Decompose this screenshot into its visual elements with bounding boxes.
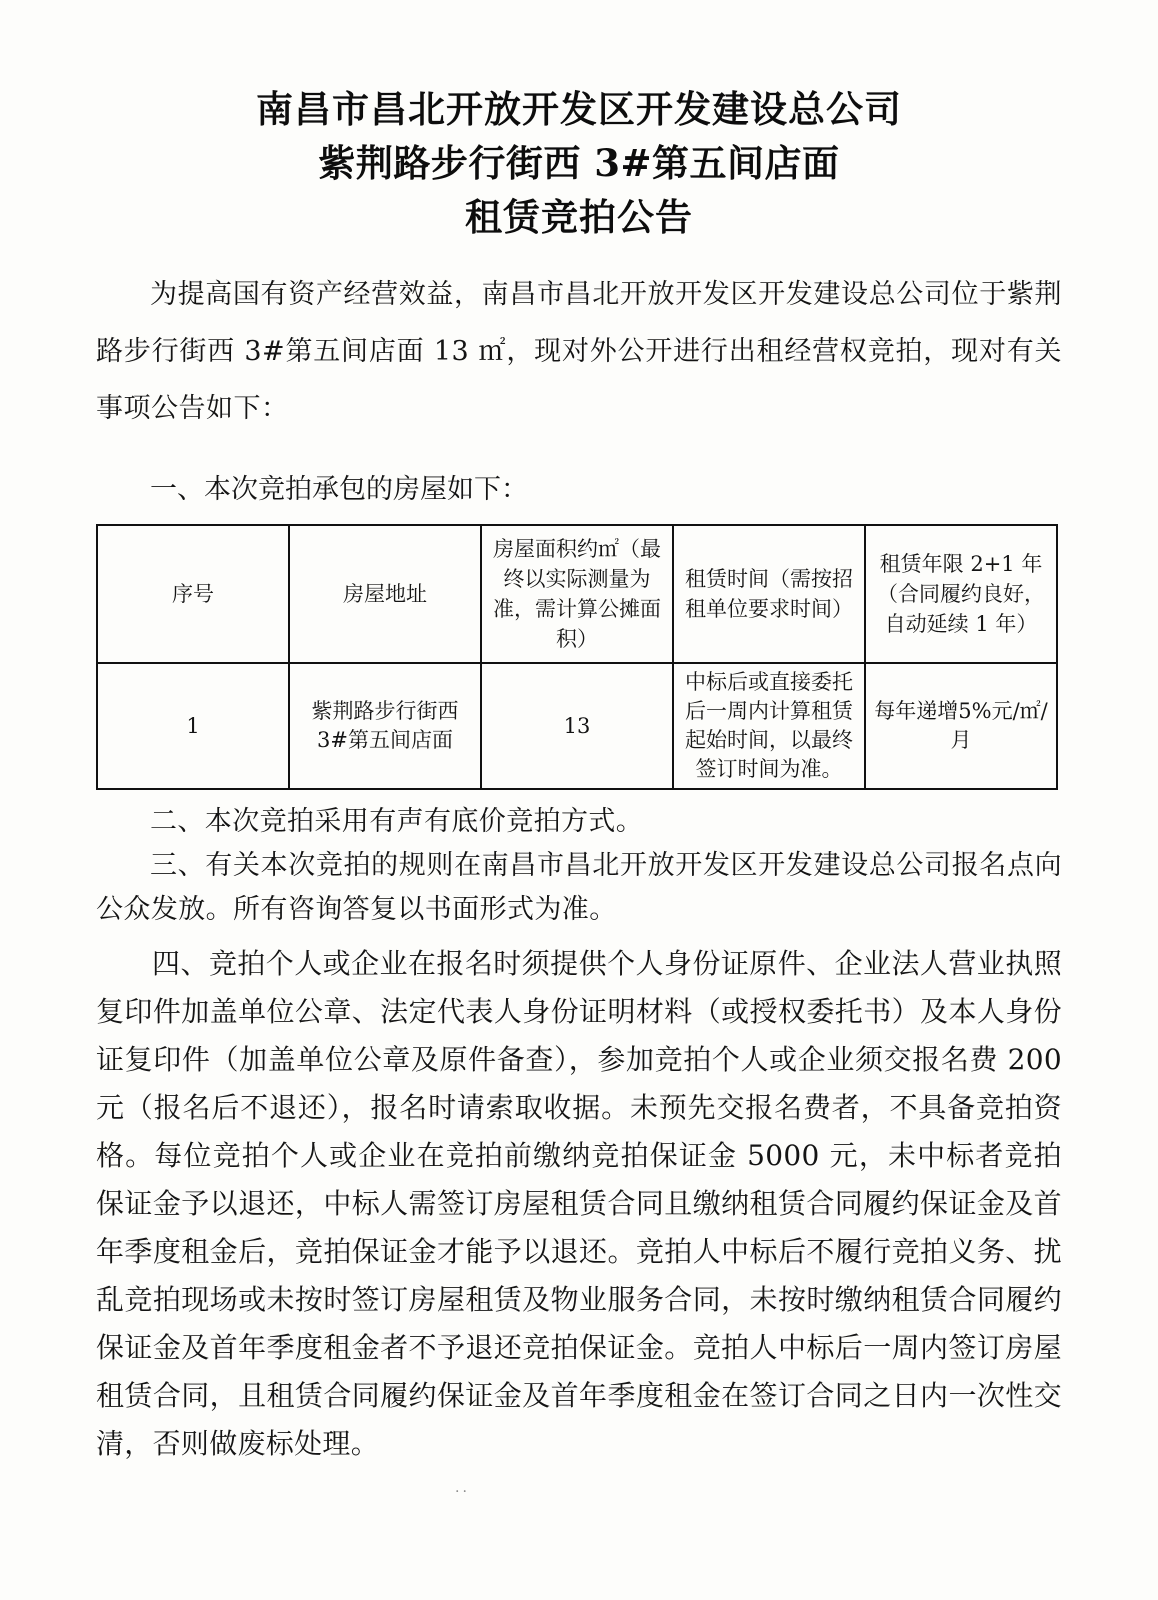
table-header-index: 序号: [97, 525, 289, 663]
table-header-area: 房屋面积约㎡（最终以实际测量为准，需计算公摊面积）: [481, 525, 673, 663]
document-content: [96, 82, 1062, 1468]
table-header-term: 租赁年限 2+1 年（合同履约良好，自动延续 1 年）: [865, 525, 1057, 663]
section-one-heading: 一、本次竞拍承包的房屋如下：: [150, 474, 528, 505]
title-line-2: 紫荆路步行街西 3#第五间店面: [318, 141, 840, 185]
title-line-3: 租赁竞拍公告: [465, 195, 693, 239]
section-three-paragraph: 三、有关本次竞拍的规则在南昌市昌北开放开发区开发建设总公司报名点向公众发放。所有咨询答复以书面形式为准。: [96, 850, 1062, 925]
section-four-paragraph: 四、竞拍个人或企业在报名时须提供个人身份证原件、企业法人营业执照复印件加盖单位公章、法定代表人身份证明材料（或授权委托书）及本人身份证复印件（加盖单位公章及原件备查），参加竞拍个人或企业须交报名费 200 元（报名后不退还），报名时请索取收据。未预先交报名费者，不具备竞拍资格。每位竞拍个人或企业在竞拍前缴纳竞拍保证金 5000 元，未中标者竞拍保证金予以退还，中标人需签订房屋租赁合同且缴纳租赁合同履约保证金及首年季度租金后，竞拍保证金才能予以退还。竞拍人中标后不履行竞拍义务、扰乱竞拍现场或未按时签订房屋租赁及物业服务合同，未按时缴纳租赁合同履约保证金及首年季度租金者不予退还竞拍保证金。竞拍人中标后一周内签订房屋租赁合同，且租赁合同履约保证金及首年季度租金在签订合同之日内一次性交清，否则做废标处理。: [96, 947, 1062, 1460]
table-header-time: 租赁时间（需按招租单位要求时间）: [673, 525, 865, 663]
cell-index: 1: [97, 663, 289, 789]
lease-table: [96, 524, 1058, 790]
table-header-address: 房屋地址: [289, 525, 481, 663]
cell-term: 每年递增5%元/㎡/月: [865, 663, 1057, 789]
cell-area: 13: [481, 663, 673, 789]
cell-time: 中标后或直接委托后一周内计算租赁起始时间，以最终签订时间为准。: [673, 663, 865, 789]
section-two-paragraph: 二、本次竞拍采用有声有底价竞拍方式。: [150, 806, 644, 837]
intro-paragraph: 为提高国有资产经营效益，南昌市昌北开放开发区开发建设总公司位于紫荆路步行街西 3#第五间店面 13 ㎡，现对外公开进行出租经营权竞拍，现对有关事项公告如下：: [96, 279, 1062, 424]
page-footer-mark: ..: [455, 1480, 470, 1496]
table-row: [97, 663, 1057, 789]
page-title: [96, 82, 1062, 244]
title-line-1: 南昌市昌北开放开发区开发建设总公司: [256, 87, 902, 131]
cell-address: 紫荆路步行街西 3#第五间店面: [289, 663, 481, 789]
table-header-row: [97, 525, 1057, 663]
